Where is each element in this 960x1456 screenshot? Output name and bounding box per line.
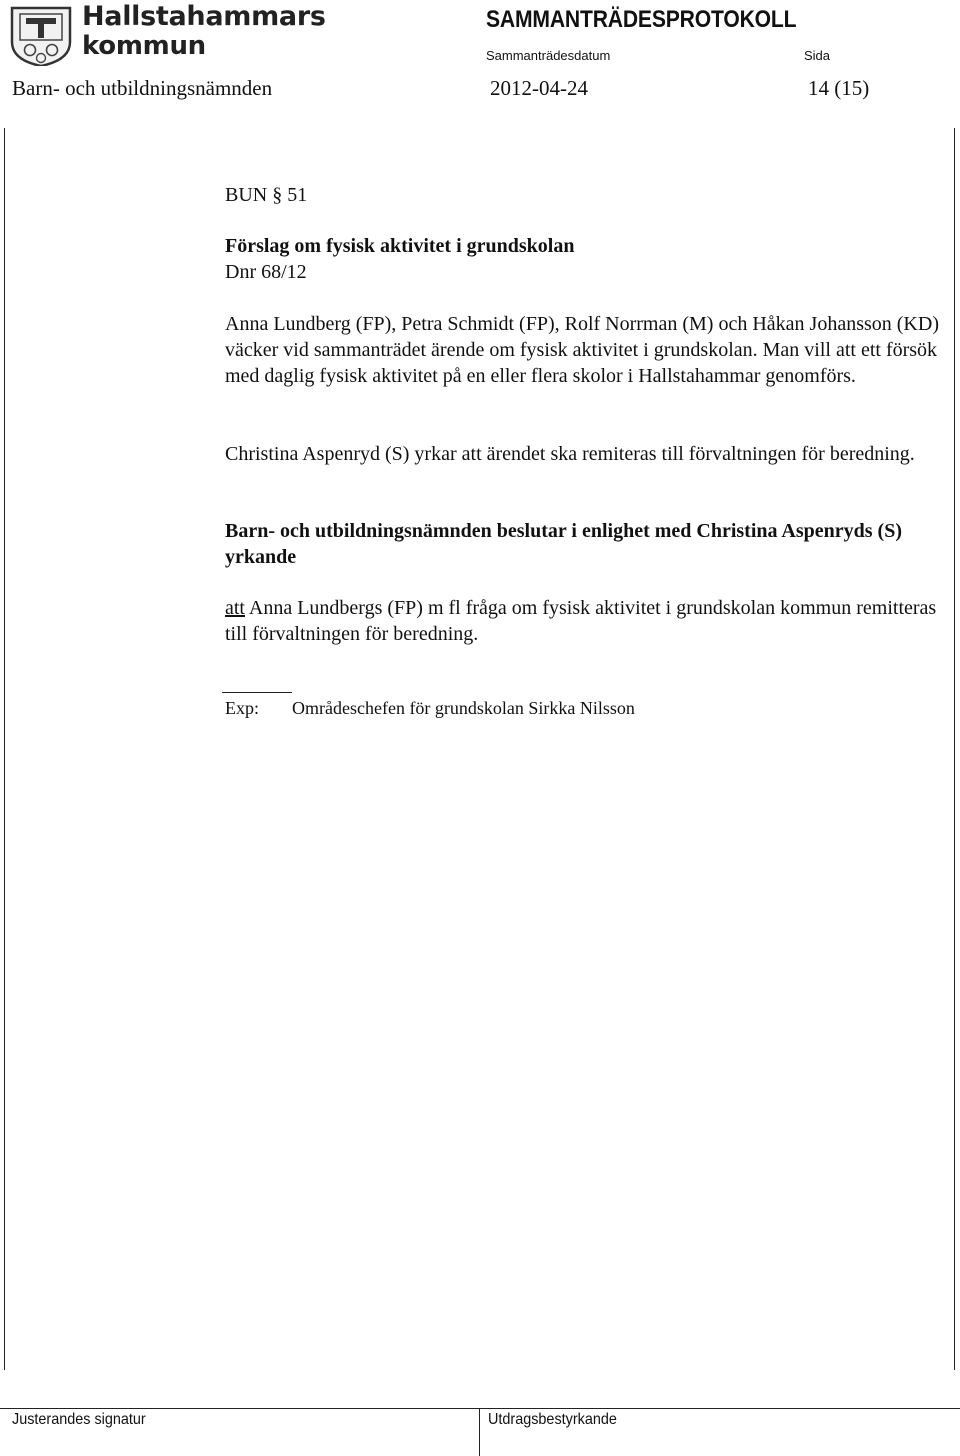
distribution-recipient: Områdeschefen för grundskolan Sirkka Nilsson <box>292 698 635 718</box>
signature-label: Justerandes signatur <box>12 1411 146 1428</box>
paragraph-motion: Christina Aspenryd (S) yrkar att ärendet ska remiteras till förvaltningen för beredning. <box>225 443 915 465</box>
section-heading: Förslag om fysisk aktivitet i grundskolan <box>225 235 575 257</box>
committee-name: Barn- och utbildningsnämnden <box>12 76 273 100</box>
decision-att-clause <box>225 595 940 647</box>
distribution-rule <box>222 692 292 693</box>
logo-text-hallstahammars: Hallstahammars <box>82 1 326 32</box>
extract-certification-label: Utdragsbestyrkande <box>488 1411 617 1428</box>
section-number: BUN § 51 <box>225 184 308 206</box>
att-clause-text: Anna Lundbergs (FP) m fl fråga om fysisk aktivitet i grundskolan kommun remitteras till förvaltningen för beredning. <box>225 597 937 645</box>
document-title: SAMMANTRÄDESPROTOKOLL <box>486 6 797 33</box>
paragraph-proposal: Anna Lundberg (FP), Petra Schmidt (FP), Rolf Norrman (M) och Håkan Johansson (KD) väcker vid sammanträdet ärende om fysisk aktivitet i grundskolan. Man vill att ett försök med daglig fysisk aktivitet på en eller flera skolor i Hallstahammar genomförs. <box>225 313 939 387</box>
diary-number: Dnr 68/12 <box>225 261 307 283</box>
footer-rule <box>0 1408 960 1409</box>
page-number: 14 (15) <box>808 76 870 100</box>
page-label: Sida <box>804 48 831 63</box>
right-margin-rule <box>954 128 955 1370</box>
left-margin-rule <box>4 128 5 1370</box>
date-label: Sammanträdesdatum <box>486 48 611 63</box>
distribution-label: Exp: <box>225 698 259 718</box>
att-word: att <box>225 597 245 619</box>
footer-divider <box>479 1408 480 1456</box>
meeting-date: 2012-04-24 <box>490 76 588 100</box>
decision-statement: Barn- och utbildningsnämnden beslutar i enlighet med Christina Aspenryds (S) yrkande <box>225 520 902 568</box>
logo-text-kommun: kommun <box>82 31 206 61</box>
